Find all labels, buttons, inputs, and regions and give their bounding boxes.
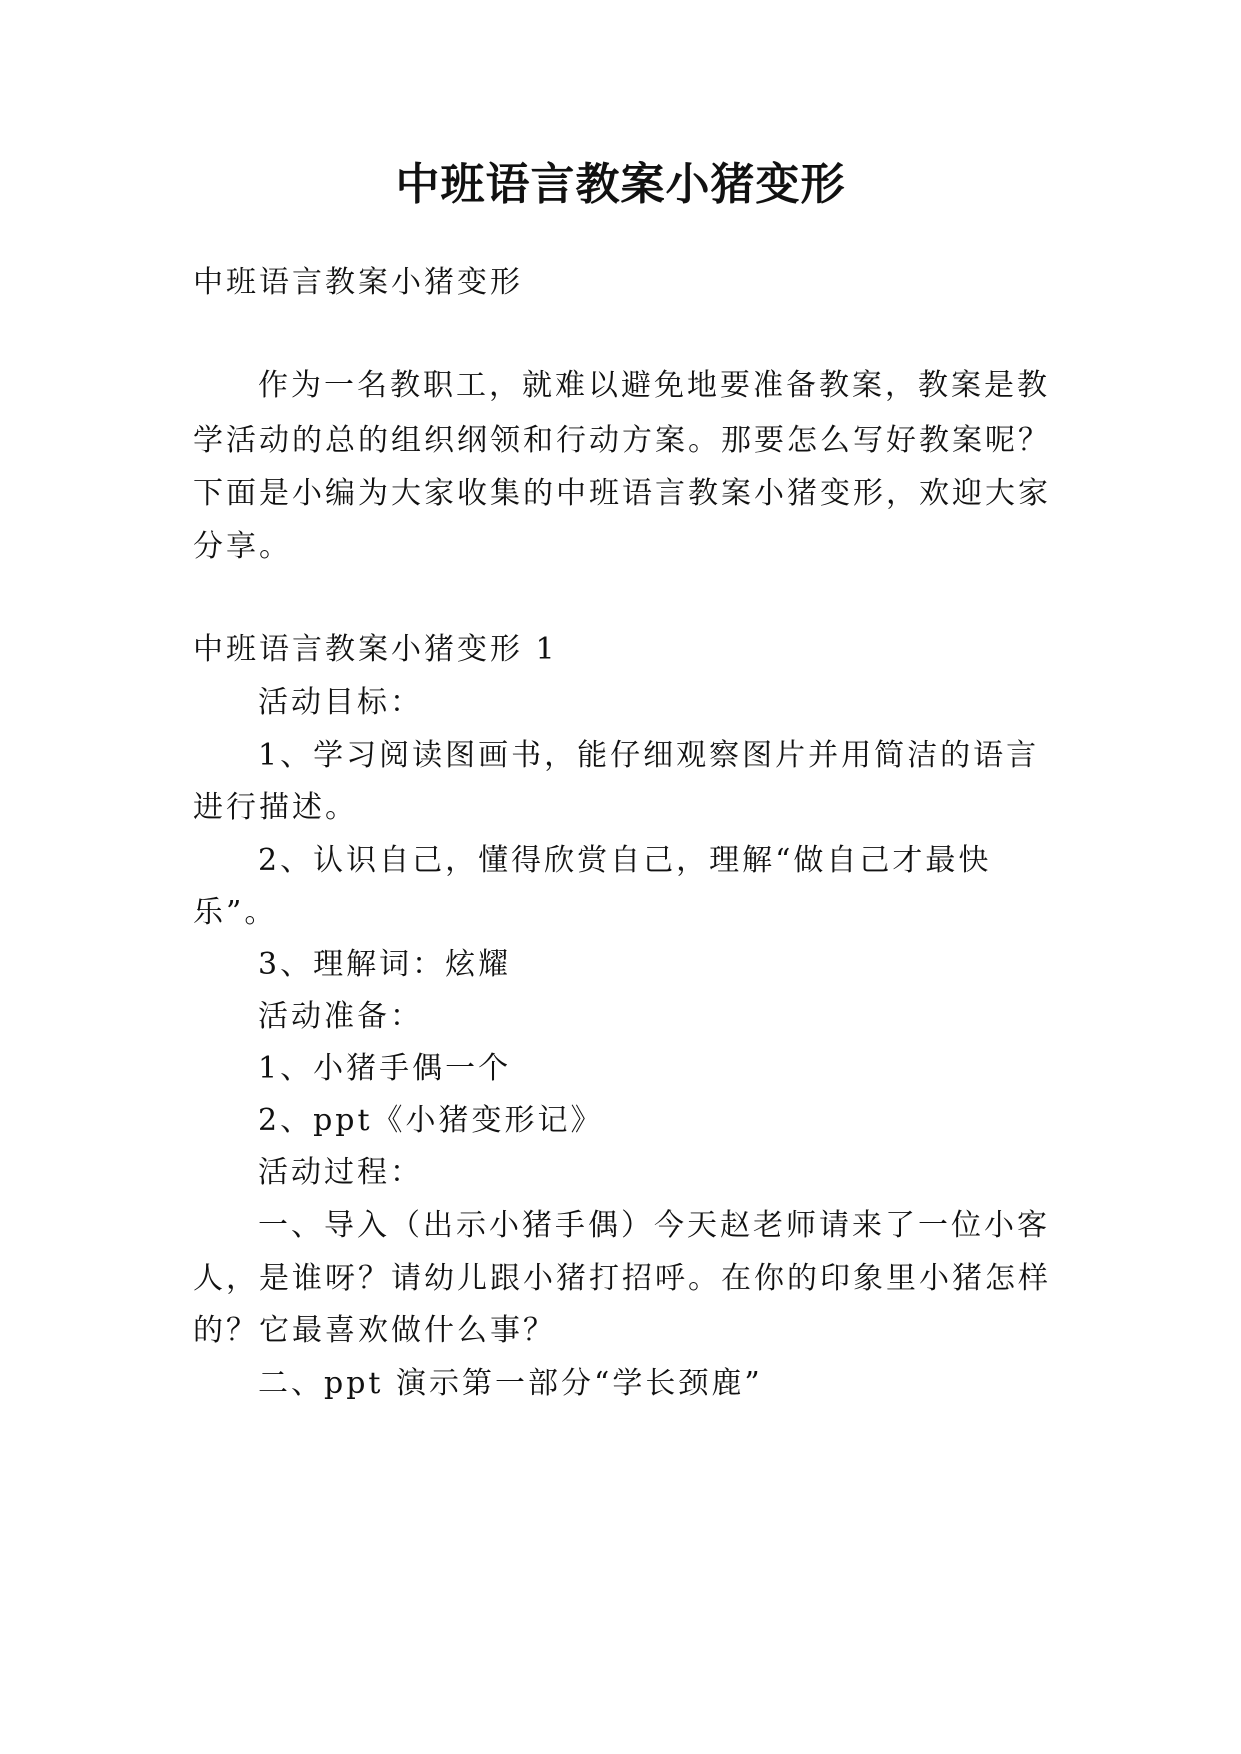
document-title: 中班语言教案小猪变形 bbox=[395, 159, 846, 210]
section-heading: 中班语言教案小猪变形 1 bbox=[193, 632, 558, 667]
prep-item-1: 1、小猪手偶一个 bbox=[258, 1051, 512, 1086]
document-subtitle: 中班语言教案小猪变形 bbox=[193, 265, 523, 300]
step-1-line-2: 人，是谁呀？请幼儿跟小猪打招呼。在你的印象里小猪怎样 bbox=[193, 1261, 1051, 1296]
intro-line-4: 分享。 bbox=[193, 529, 292, 564]
goal-2-line-2: 乐”。 bbox=[193, 895, 278, 930]
goal-2-line-1: 2、认识自己，懂得欣赏自己，理解“做自己才最快 bbox=[258, 843, 992, 878]
step-1-line-3: 的？它最喜欢做什么事？ bbox=[193, 1313, 556, 1348]
step-1-line-1: 一、导入（出示小猪手偶）今天赵老师请来了一位小客 bbox=[258, 1208, 1050, 1243]
prep-label: 活动准备： bbox=[258, 999, 423, 1034]
goals-label: 活动目标： bbox=[258, 685, 423, 720]
step-2: 二、ppt 演示第一部分“学长颈鹿” bbox=[258, 1366, 763, 1401]
intro-line-2: 学活动的总的组织纲领和行动方案。那要怎么写好教案呢？ bbox=[193, 423, 1051, 458]
goal-1-line-1: 1、学习阅读图画书，能仔细观察图片并用简洁的语言 bbox=[258, 738, 1040, 773]
prep-item-2: 2、ppt《小猪变形记》 bbox=[258, 1103, 604, 1138]
intro-line-3: 下面是小编为大家收集的中班语言教案小猪变形，欢迎大家 bbox=[193, 476, 1051, 511]
intro-line-1: 作为一名教职工，就难以避免地要准备教案，教案是教 bbox=[258, 368, 1050, 403]
goal-3: 3、理解词：炫耀 bbox=[258, 947, 512, 982]
process-label: 活动过程： bbox=[258, 1155, 423, 1190]
goal-1-line-2: 进行描述。 bbox=[193, 790, 358, 825]
